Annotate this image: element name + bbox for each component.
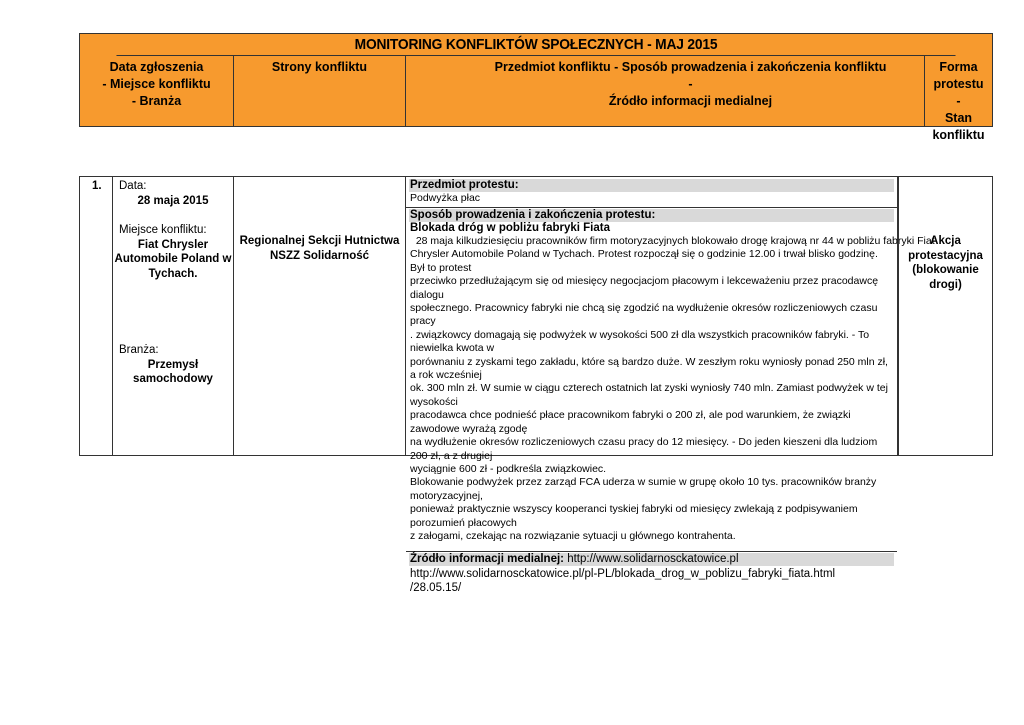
header-col-form-status xyxy=(924,56,992,142)
entry-number: 1. xyxy=(80,177,113,455)
method-line: . związkowcy domagają się podwyżek w wysokości 500 zł dla wszystkich pracowników fabryki. - To niewielka kwota w xyxy=(410,328,870,355)
header-col1-line: Data zgłoszenia xyxy=(109,60,204,74)
form-line: protestacyjna xyxy=(908,249,983,262)
place-line: Automobile Poland w xyxy=(114,253,232,265)
source-label: Źródło informacji medialnej: xyxy=(410,553,564,566)
entry-protest-form xyxy=(898,177,992,455)
method-line: przeciwko przedłużającym się od miesięcy negocjacjom płacowym i lekceważeniu przez pracodawcę dialogu xyxy=(410,275,879,301)
form-line: Akcja xyxy=(930,235,961,247)
header-col-parties xyxy=(234,56,406,126)
date-value: 28 maja 2015 xyxy=(137,194,209,207)
parties-line: NSZZ Solidarność xyxy=(269,249,370,262)
header-col3-line: Źródło informacji medialnej xyxy=(608,94,773,108)
conflict-entry-row xyxy=(79,176,993,595)
place-label: Miejsce konfliktu: xyxy=(119,224,207,236)
header-col-date-place-industry xyxy=(80,56,234,126)
industry-label: Branża: xyxy=(119,344,159,356)
method-title: Blokada dróg w pobliżu fabryki Fiata xyxy=(410,222,610,234)
place-line: Fiat Chrysler xyxy=(137,238,209,251)
method-line: wyciągnie 600 zł - podkreśla związkowiec. xyxy=(410,462,607,475)
method-line: 28 maja kilkudziesięciu pracowników firm motoryzacyjnych blokowało drogę krajową nr 44 w pobliżu fabryki Fiat xyxy=(410,235,935,247)
subject-value: Podwyżka płac xyxy=(410,192,481,204)
source-link[interactable]: http://www.solidarnosckatowice.pl/pl-PL/blokada_drog_w_poblizu_fabryki_fiata.html xyxy=(410,568,836,581)
method-line: z załogami, czekając na rozwiązanie sytuacji u głównego kontrahenta. xyxy=(410,529,736,542)
source-url[interactable]: http://www.solidarnosckatowice.pl xyxy=(564,553,739,566)
parties-line: Regionalnej Sekcji Hutnictwa xyxy=(239,235,400,247)
method-line: społecznego. Pracownicy fabryki nie chcą się zgodzić na wydłużenie okresów rozliczeniowych czasu pracy xyxy=(410,302,878,328)
industry-line: samochodowy xyxy=(133,373,213,385)
header-col4-line: Stan konfliktu xyxy=(932,111,985,142)
source-date: /28.05.15/ xyxy=(410,582,462,595)
document-title: MONITORING KONFLIKTÓW SPOŁECZNYCH - MAJ 2015 xyxy=(116,34,955,56)
header-col3-line: Przedmiot konfliktu - Sposób prowadzenia i zakończenia konfliktu xyxy=(494,60,887,74)
subject-label: Przedmiot protestu: xyxy=(409,179,894,192)
method-description xyxy=(406,235,935,543)
method-line: ok. 300 mln zł. W sumie w ciągu czterech ostatnich lat zyski wyniosły 740 mln. Zamiast podwyżek w tej wysokości xyxy=(410,382,888,408)
source-band xyxy=(409,553,894,566)
header-col4-line: protestu xyxy=(933,77,984,91)
entry-subject-method-source xyxy=(406,177,935,595)
place-line: Tychach. xyxy=(148,267,198,280)
entry-parties xyxy=(234,177,406,455)
method-line: na wydłużenie okresów rozliczeniowych czasu pracy do 12 miesięcy. - Do jeden kieszeni dla ludziom 200 zł, a z drugiej xyxy=(410,436,878,462)
form-line: (blokowanie xyxy=(912,264,979,276)
form-line: drogi) xyxy=(929,278,962,291)
method-line: pracodawca chce podnieść płace pracownikom fabryki o 200 zł, ale pod warunkiem, że związki zawodowe wyrażą zgodę xyxy=(410,409,851,435)
header-col3-line: - xyxy=(688,77,693,91)
header-columns xyxy=(80,56,992,126)
header-col1-line: - Branża xyxy=(131,94,182,108)
method-line: Blokowanie podwyżek przez zarząd FCA uderza w sumie w grupę około 10 tys. pracowników branży motoryzacyjnej, xyxy=(410,476,877,502)
header-col1-line: - Miejsce konfliktu xyxy=(102,77,211,91)
header-table xyxy=(79,33,993,142)
method-line: Chrysler Automobile Poland w Tychach. Protest rozpoczął się o godzinie 12.00 i trwał blisko godzinę. Był to protest xyxy=(410,248,878,274)
method-line: ponieważ praktycznie wszyscy kooperanci tyskiej fabryki od miesięcy zwlekają z podpisywaniem porozumień płacowych xyxy=(410,503,858,529)
header-col2-line: Strony konfliktu xyxy=(271,60,368,74)
header-col4-line: Forma xyxy=(939,60,978,74)
method-line: porównaniu z zyskami tego zakładu, które są bardzo duże. W zeszłym roku wyniosły ponad 250 mln zł, a rok wcześniej xyxy=(410,355,888,382)
date-label: Data: xyxy=(119,180,147,192)
entry-date-place-industry xyxy=(113,177,234,455)
header-col-subject xyxy=(406,56,976,126)
industry-line: Przemysł xyxy=(147,358,199,371)
method-label: Sposób prowadzenia i zakończenia protestu: xyxy=(409,209,894,222)
header-col4-line: - xyxy=(956,94,961,108)
